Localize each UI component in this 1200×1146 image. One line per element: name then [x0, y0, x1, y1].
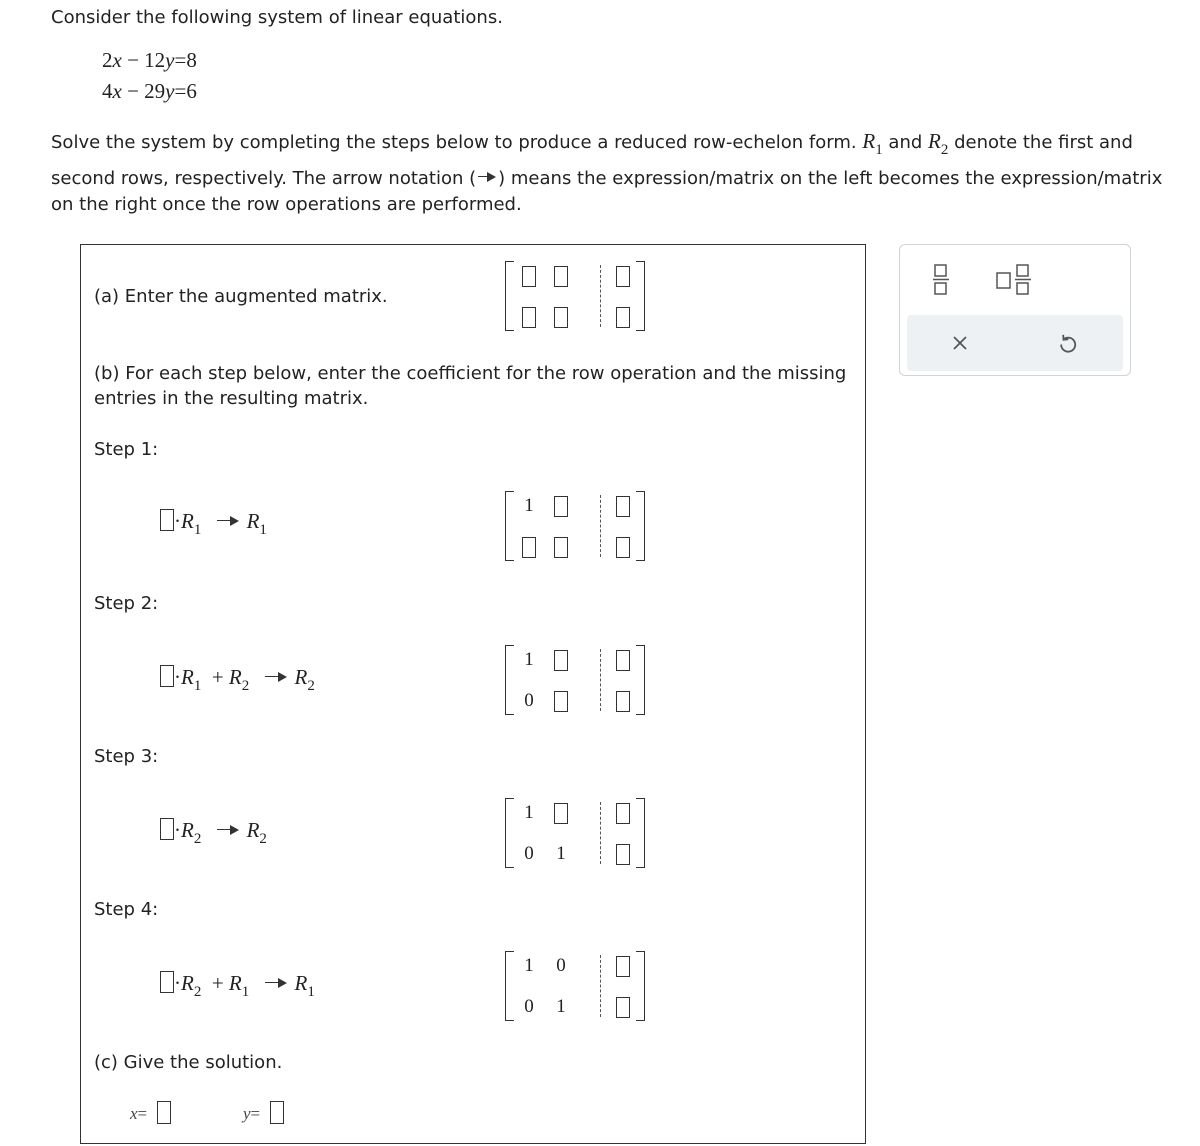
step-3-entry-11: 1: [524, 802, 534, 823]
part-b-label-line-2: entries in the resulting matrix.: [94, 388, 369, 409]
problem-intro: Consider the following system of linear equations.: [51, 7, 503, 28]
step-3-label: Step 3:: [94, 746, 159, 767]
step-2-row-operation: $\cdot R_1 + R_2$ $R_2$: [160, 665, 315, 695]
matrix-a-entry-22[interactable]: [554, 307, 568, 328]
instructions-line-3: on the right once the row operations are performed.: [51, 194, 522, 215]
step-4-label: Step 4:: [94, 899, 159, 920]
step-2-entry-12-input[interactable]: [554, 650, 568, 671]
arrow-icon: [265, 672, 287, 682]
augment-divider: [600, 265, 601, 327]
step-3-row-operation: $\cdot R_2$ $R_2$: [160, 818, 267, 848]
step-4-entry-23-input[interactable]: [616, 997, 630, 1018]
step-3-coefficient-input[interactable]: [160, 818, 174, 840]
step-4-entry-22: 1: [556, 996, 566, 1017]
step-2-matrix: [505, 645, 645, 715]
x-value-input[interactable]: [157, 1101, 171, 1124]
equation-1: 2x − 12y=8: [102, 48, 197, 72]
step-1-label: Step 1:: [94, 439, 159, 460]
y-solution: y=: [243, 1101, 284, 1124]
step-1-coefficient-input[interactable]: [160, 509, 174, 531]
augment-divider: [600, 495, 601, 557]
step-3-entry-12-input[interactable]: [554, 803, 568, 824]
step-1-entry-13-input[interactable]: [616, 496, 630, 517]
step-4-entry-11: 1: [524, 955, 534, 976]
step-4-entry-12: 0: [556, 955, 566, 976]
part-b-label-line-1: (b) For each step below, enter the coefficient for the row operation and the missing: [94, 363, 847, 384]
step-1-entry-23-input[interactable]: [616, 537, 630, 558]
matrix-a-entry-11[interactable]: [522, 266, 536, 287]
math-toolbar: [899, 244, 1131, 376]
y-value-input[interactable]: [270, 1101, 284, 1124]
step-2-entry-21: 0: [524, 690, 534, 711]
mixed-number-icon[interactable]: [996, 263, 1032, 297]
step-4-row-operation: $\cdot R_2 + R_1$ $R_1$: [160, 971, 315, 1001]
part-a-label: (a) Enter the augmented matrix.: [94, 286, 388, 307]
instructions-line-1: Solve the system by completing the steps below to produce a reduced row-echelon form. $R_1$ and $R_2$ denote the first and: [51, 129, 1133, 158]
step-1-entry-22-input[interactable]: [554, 537, 568, 558]
step-2-label: Step 2:: [94, 593, 159, 614]
step-4-entry-13-input[interactable]: [616, 956, 630, 977]
matrix-a-entry-12[interactable]: [554, 266, 568, 287]
step-2-coefficient-input[interactable]: [160, 665, 174, 687]
step-2-entry-22-input[interactable]: [554, 691, 568, 712]
step-3-entry-13-input[interactable]: [616, 803, 630, 824]
arrow-icon: [478, 172, 496, 182]
step-1-matrix: [505, 491, 645, 561]
toolbar-actions: [907, 315, 1123, 371]
step-2-entry-11: 1: [524, 649, 534, 670]
step-2-entry-13-input[interactable]: [616, 650, 630, 671]
step-4-entry-21: 0: [524, 996, 534, 1017]
arrow-icon: [265, 978, 287, 988]
clear-icon[interactable]: [951, 334, 969, 352]
matrix-a-entry-23[interactable]: [616, 307, 630, 328]
step-3-entry-22: 1: [556, 843, 566, 864]
step-1-row-operation: $\cdot R_1$ $R_1$: [160, 509, 267, 539]
step-1-entry-11: 1: [524, 495, 534, 516]
augment-divider: [600, 802, 601, 864]
step-3-entry-21: 0: [524, 843, 534, 864]
equation-2: 4x − 29y=6: [102, 79, 197, 103]
step-1-entry-21-input[interactable]: [522, 537, 536, 558]
instructions-line-2: second rows, respectively. The arrow notation ( ) means the expression/matrix on the left becomes the expression/matrix: [51, 168, 1163, 189]
augmented-matrix: [505, 261, 645, 331]
fraction-icon[interactable]: [931, 263, 951, 297]
matrix-a-entry-13[interactable]: [616, 266, 630, 287]
undo-icon[interactable]: [1058, 333, 1078, 353]
part-c-label: (c) Give the solution.: [94, 1052, 283, 1073]
step-2-entry-23-input[interactable]: [616, 691, 630, 712]
step-3-entry-23-input[interactable]: [616, 844, 630, 865]
step-1-entry-12-input[interactable]: [554, 496, 568, 517]
matrix-a-entry-21[interactable]: [522, 307, 536, 328]
arrow-icon: [217, 825, 239, 835]
augment-divider: [600, 955, 601, 1017]
arrow-icon: [217, 516, 239, 526]
step-4-coefficient-input[interactable]: [160, 971, 174, 993]
step-3-matrix: [505, 798, 645, 868]
x-solution: x=: [130, 1101, 171, 1124]
augment-divider: [600, 649, 601, 711]
step-4-matrix: [505, 951, 645, 1021]
